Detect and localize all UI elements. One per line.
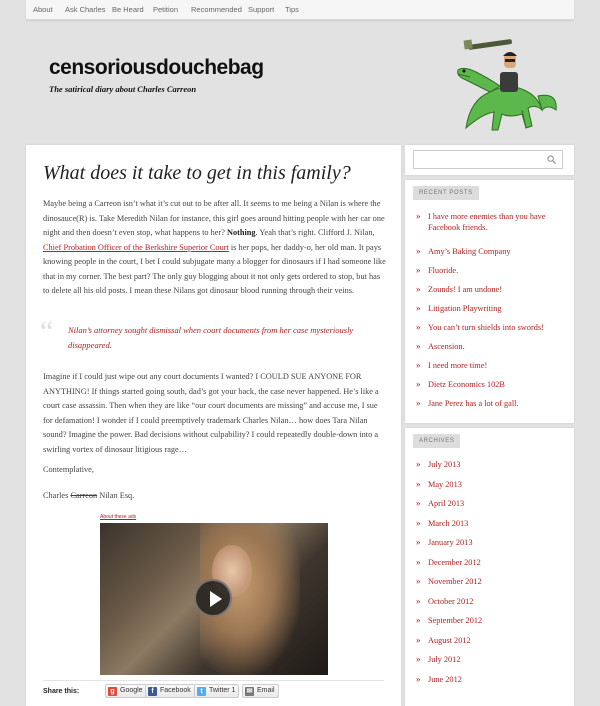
- share-button-label: Google: [120, 687, 143, 694]
- archive-item[interactable]: » December 2012: [415, 557, 565, 568]
- archive-item[interactable]: » September 2012: [415, 615, 565, 626]
- nav-support[interactable]: Support: [248, 5, 275, 14]
- post-paragraph-1: [43, 197, 388, 299]
- google-icon: g: [108, 687, 117, 696]
- divider: [43, 680, 384, 681]
- recent-posts-widget: [405, 180, 574, 423]
- archive-item[interactable]: » April 2013: [415, 498, 565, 509]
- archives-title: ARCHIVES: [413, 434, 460, 448]
- post-paragraph-3: Contemplative,: [43, 465, 94, 474]
- archive-item[interactable]: » July 2012: [415, 654, 565, 665]
- recent-post-item[interactable]: » I have more enemies than you have Facebook friends.: [415, 211, 565, 233]
- facebook-icon: f: [148, 687, 157, 696]
- post-signature: [43, 489, 388, 504]
- recent-post-item[interactable]: » Ascension.: [415, 341, 565, 352]
- post-bold-text: Nothing: [226, 228, 256, 237]
- play-button-icon[interactable]: [194, 579, 232, 617]
- quote-icon: “: [40, 315, 54, 348]
- site-tagline: The satirical diary about Charles Carreon: [49, 84, 197, 94]
- archive-item[interactable]: » June 2012: [415, 674, 565, 685]
- search-widget: [405, 145, 574, 175]
- post-article: [26, 145, 401, 706]
- archive-item[interactable]: » November 2012: [415, 576, 565, 587]
- share-email-button[interactable]: [242, 684, 279, 698]
- share-button-label: Facebook: [160, 687, 191, 694]
- recent-post-item[interactable]: » Zounds! I am undone!: [415, 284, 565, 295]
- nav-petition[interactable]: Petition: [153, 5, 179, 14]
- share-button-label: Twitter: [209, 687, 230, 694]
- recent-post-item[interactable]: » Fluoride.: [415, 265, 565, 276]
- post-paragraph-2: Imagine if I could just wipe out any court documents I wanted? I COULD SUE ANYONE FOR ANYTHING! If things started going south, dad’s got your back, the case never happened. He’s like a court case assassin. Then when they are like “our court documents are missing” and accuse me, I sue for defamation! I wonder if I could preemptively trademark Charles Nilan… how does Tara Nilan sound? Imagine the power. Bad decisions without culpability? I could repeatedly double-down into a swirling vortex of dinosaur litigious rage…: [43, 372, 379, 454]
- share-google-button[interactable]: [105, 684, 147, 698]
- share-button-label: Email: [257, 687, 275, 694]
- archive-item[interactable]: » August 2012: [415, 635, 565, 646]
- nav-be-heard[interactable]: Be Heard: [112, 5, 144, 14]
- share-twitter-button[interactable]: [194, 684, 239, 698]
- post-text: Maybe being a Carreon isn’t what it’s cut out to be after all. It seems to me being a Nilan is where the dinosauce(R) is. Take Meredith Nilan for instance, this girl goes around hitting people with her car one night and then doesn’t even stop, what happens to her?: [43, 199, 385, 237]
- archive-item[interactable]: » March 2013: [415, 518, 565, 529]
- archive-item[interactable]: » October 2012: [415, 596, 565, 607]
- post-text: . Yeah that’s right. Clifford J. Nilan,: [255, 228, 375, 237]
- recent-post-item[interactable]: » You can’t turn shields into swords!: [415, 322, 565, 333]
- site-title[interactable]: censoriousdouchebag: [49, 56, 264, 79]
- email-icon: ✉: [246, 688, 253, 695]
- recent-posts-title: RECENT POSTS: [413, 186, 479, 200]
- archive-item[interactable]: » July 2013: [415, 459, 565, 470]
- archive-item[interactable]: » May 2013: [415, 479, 565, 490]
- share-label: Share this:: [43, 688, 80, 695]
- post-title[interactable]: What does it take to get in this family?: [43, 162, 351, 184]
- nav-tips[interactable]: Tips: [285, 5, 299, 14]
- recent-post-item[interactable]: » I need more time!: [415, 360, 565, 371]
- twitter-count: 1: [231, 687, 236, 694]
- recent-post-item[interactable]: » Amy’s Baking Company: [415, 246, 565, 257]
- search-input[interactable]: [413, 150, 563, 169]
- share-facebook-button[interactable]: [145, 684, 195, 698]
- post-text: is her pops, her daddy-o, her old man. It pays knowing people in the court, I bet I could subjugate many a blogger for dinosaurs if I had someone like that in my corner. The best part? The only guy blogging about it not only gets ordered to stop, but has to delete all his old posts. I mean these Nilans got dinosaur blood running through their veins.: [43, 242, 386, 295]
- archive-item[interactable]: » January 2013: [415, 537, 565, 548]
- signature-first: Charles: [43, 491, 69, 500]
- nav-recommended[interactable]: Recommended: [191, 5, 242, 14]
- recent-post-item[interactable]: » Jane Perez has a lot of gall.: [415, 398, 565, 409]
- about-ads-link[interactable]: About these ads: [100, 514, 137, 520]
- video-player[interactable]: [100, 523, 328, 675]
- blockquote: Nilan’s attorney sought dismissal when court documents from her case mysteriously disappeared.: [68, 325, 354, 350]
- recent-post-item[interactable]: » Litigation Playwriting: [415, 303, 565, 314]
- top-nav: [26, 0, 574, 20]
- nav-ask-charles[interactable]: Ask Charles: [65, 5, 106, 14]
- twitter-icon: t: [197, 687, 206, 696]
- dinosaur-rider-mascot-image: [448, 30, 564, 138]
- recent-post-item[interactable]: » Dietz Economics 102B: [415, 379, 565, 390]
- signature-struck: Carreon: [70, 491, 98, 500]
- signature-rest: Nilan Esq.: [99, 491, 135, 500]
- archives-list: [415, 459, 565, 685]
- recent-posts-list: [415, 211, 565, 409]
- nav-about[interactable]: About: [33, 5, 53, 14]
- search-icon[interactable]: [547, 155, 556, 164]
- archives-widget: [405, 428, 574, 706]
- court-officer-link[interactable]: Chief Probation Officer of the Berkshire Superior Court: [43, 242, 229, 252]
